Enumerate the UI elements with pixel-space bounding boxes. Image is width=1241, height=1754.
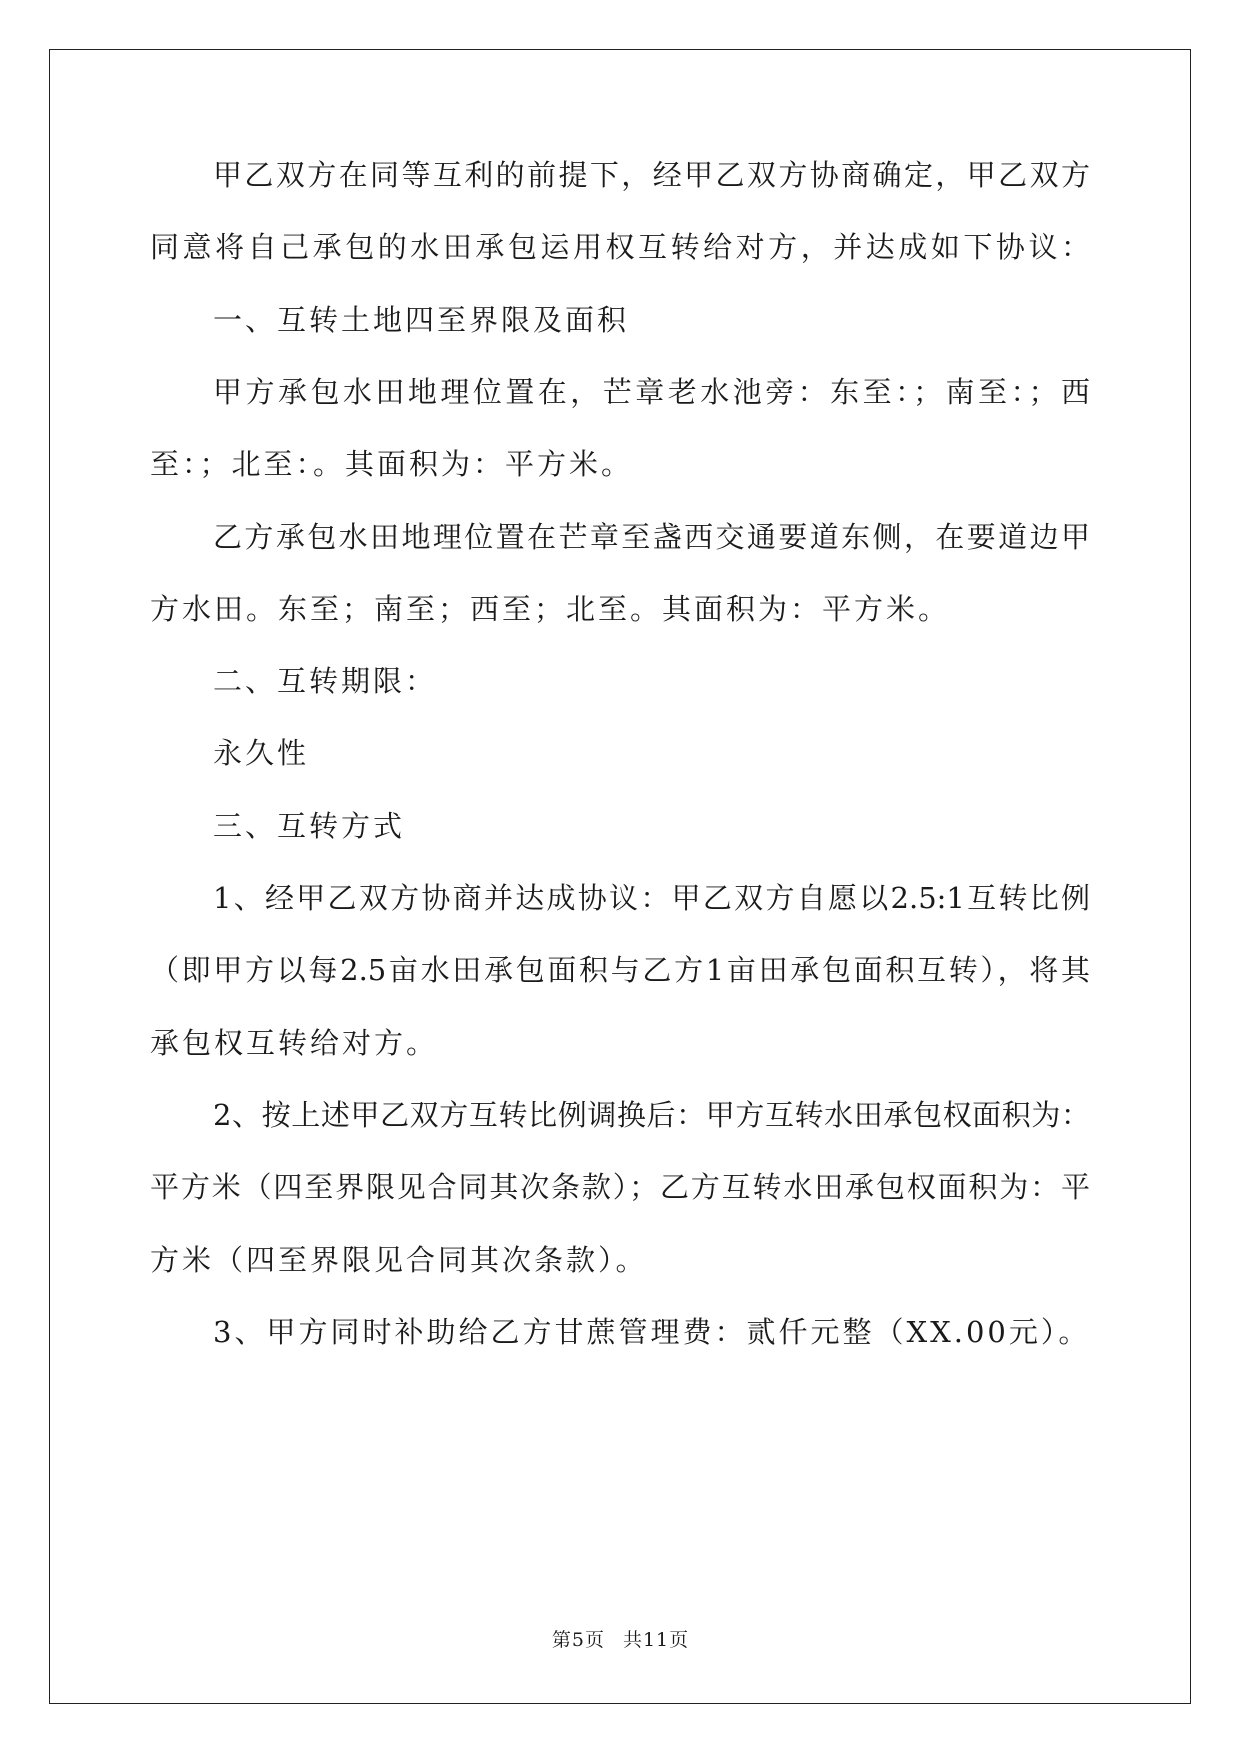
paragraph-line: 乙方承包水田地理位置在芒章至盏西交通要道东侧，在要道边甲 xyxy=(213,520,1090,554)
paragraph-line: 承包权互转给对方。 xyxy=(150,1026,439,1060)
page-number: 第5页 xyxy=(551,1629,605,1651)
paragraph-line: 平方米（四至界限见合同其次条款）；乙方互转水田承包权面积为：平 xyxy=(150,1170,1090,1204)
paragraph-line: 2、按上述甲乙双方互转比例调换后：甲方互转水田承包权面积为： xyxy=(213,1098,1090,1132)
paragraph-line: 3、甲方同时补助给乙方甘蔗管理费：贰仟元整（XX.00元）。 xyxy=(213,1315,1091,1349)
page-footer xyxy=(0,1625,1241,1652)
paragraph-line: 至：；北至：。其面积为：平方米。 xyxy=(150,447,634,481)
paragraph-line: 甲乙双方在同等互利的前提下，经甲乙双方协商确定，甲乙双方 xyxy=(213,158,1090,192)
section-heading: 二、互转期限： xyxy=(213,664,438,698)
paragraph-line: 同意将自己承包的水田承包运用权互转给对方，并达成如下协议： xyxy=(150,230,1090,264)
page-total: 共11页 xyxy=(622,1629,690,1651)
paragraph-line: 方水田。东至；南至；西至；北至。其面积为：平方米。 xyxy=(150,592,951,626)
section-heading: 三、互转方式 xyxy=(213,809,406,843)
paragraph-line: 1、经甲乙双方协商并达成协议：甲乙双方自愿以2.5:1互转比例 xyxy=(213,881,1090,915)
paragraph-line: （即甲方以每2.5亩水田承包面积与乙方1亩田承包面积互转），将其 xyxy=(150,953,1090,987)
section-heading: 一、互转土地四至界限及面积 xyxy=(213,303,630,337)
paragraph-line: 方米（四至界限见合同其次条款）。 xyxy=(150,1243,648,1277)
page-border xyxy=(49,49,1191,1704)
paragraph-line: 永久性 xyxy=(213,736,310,770)
paragraph-line: 甲方承包水田地理位置在，芒章老水池旁：东至：；南至：；西 xyxy=(213,375,1090,409)
